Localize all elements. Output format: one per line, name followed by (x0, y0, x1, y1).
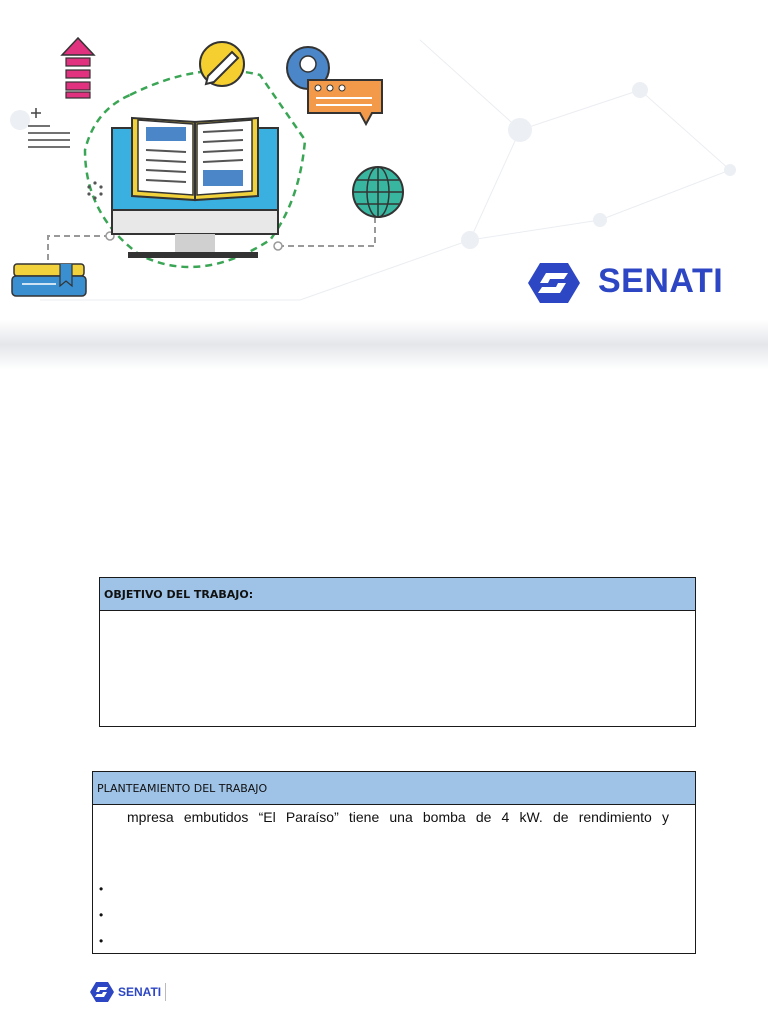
globe-icon (353, 167, 403, 217)
document-list-icon (28, 108, 70, 147)
footer-logo (90, 981, 166, 1003)
banner-illustration (0, 0, 768, 385)
pencil-icon (200, 42, 244, 86)
user-chat-icon (287, 47, 382, 124)
planteamiento-text: mpresa embutidos “El Paraíso” tiene una bomba de 4 kW. de rendimiento y (127, 809, 669, 825)
planteamiento-box (92, 771, 696, 954)
senati-logo-mark (528, 263, 580, 303)
upload-arrow-icon (62, 38, 94, 98)
header-banner (0, 0, 768, 385)
planteamiento-header: PLANTEAMIENTO DEL TRABAJO (93, 772, 695, 805)
objective-box (99, 577, 696, 727)
footer-divider (165, 983, 166, 1001)
objective-header: OBJETIVO DEL TRABAJO: (100, 578, 695, 611)
book-monitor-icon (112, 118, 278, 258)
senati-footer-logo-mark (90, 982, 114, 1002)
footer-logo-text: SENATI (118, 985, 162, 999)
brand-logo-text: SENATI (598, 262, 724, 300)
books-icon (12, 264, 86, 296)
